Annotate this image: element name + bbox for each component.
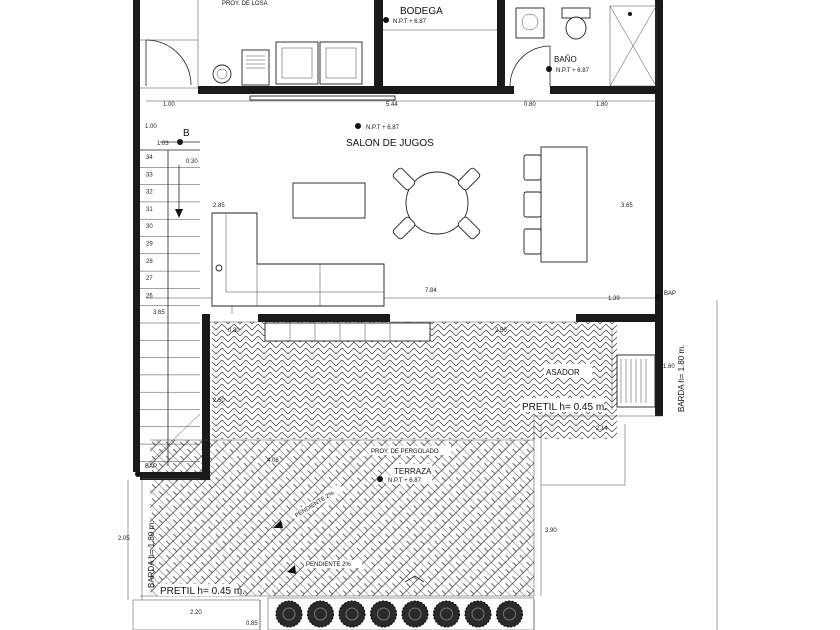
barda-left-label: BARDA h= 1.80 m. <box>147 520 156 588</box>
pretil-low-label: PRETIL h= 0.45 m. <box>160 586 245 597</box>
window <box>250 96 395 100</box>
shrub-icon <box>276 601 302 627</box>
laundry-area <box>146 1 362 86</box>
pendiente-diag-label: PENDIENTE 2% <box>294 490 336 520</box>
stair <box>140 128 200 479</box>
shrub-icon <box>402 601 428 627</box>
dim-top-2: 5.44 <box>386 102 398 108</box>
dim-top-1: 1.00 <box>163 102 175 108</box>
stair-step-number: 32 <box>146 189 153 196</box>
salon-label: SALON DE JUGOS <box>346 138 434 149</box>
salon-room <box>212 123 587 306</box>
dim-salon-w: 7.84 <box>425 288 437 294</box>
bap-left-label: BAP <box>145 464 158 470</box>
coffee-table <box>293 183 365 218</box>
bano-level: N.P.T + 6.87 <box>556 68 589 74</box>
stair-step-number: 31 <box>146 206 153 213</box>
pendiente-low-label: PENDIENTE 2% <box>306 562 351 568</box>
dim-band-1: 0.30 <box>228 328 240 334</box>
bodega-label: BODEGA <box>400 6 443 17</box>
pretil-asador-label: PRETIL h= 0.45 m. <box>522 402 607 413</box>
proy-losa-label: PROY. DE LOSA <box>222 1 268 7</box>
dim-bottom-w: 2.20 <box>190 610 202 616</box>
bar-counter <box>524 147 587 262</box>
shrub-icon <box>434 601 460 627</box>
dim-salon-h-left: 2.85 <box>213 203 225 209</box>
dim-salon-h-right: 3.65 <box>621 203 633 209</box>
arrow-down-icon <box>175 209 183 218</box>
dim-left-1: 1.00 <box>145 124 157 130</box>
terraza-label: TERRAZA <box>394 467 432 476</box>
dim-mid-left: 2.50 <box>213 398 225 404</box>
stair-step-number: 28 <box>146 258 153 265</box>
dim-left-outer: 2.05 <box>118 536 130 542</box>
section-mark-label: B <box>183 128 190 139</box>
dim-right-w: 1.39 <box>608 296 620 302</box>
shrub-icon <box>339 601 365 627</box>
dim-stair-len: 3.65 <box>153 310 165 316</box>
terraza-level: N.P.T + 6.87 <box>388 478 421 484</box>
shrub-icon <box>497 601 523 627</box>
dim-asador-h: 1.60 <box>663 364 675 370</box>
bodega-room <box>383 6 497 30</box>
dim-asador-w: 2.14 <box>596 426 608 432</box>
bap-marker-icon <box>135 471 141 477</box>
stair-step-number: 30 <box>146 224 153 231</box>
sofa <box>212 213 384 306</box>
dim-terraza-right: 3.90 <box>545 528 557 534</box>
dim-terraza-h: 4.08 <box>267 458 279 464</box>
dim-left-2: 1.03 <box>157 141 169 147</box>
stair-step-number: 29 <box>146 241 153 248</box>
stair-step-number: 26 <box>146 293 153 300</box>
bano-room <box>510 6 656 86</box>
dim-band-4: 2.50 <box>495 328 507 334</box>
shrub-icon <box>308 601 334 627</box>
stair-step-number: 33 <box>146 172 153 179</box>
proy-pergolado-label: PROY. DE PERGOLADO <box>371 449 439 455</box>
dim-top-4: 1.80 <box>596 102 608 108</box>
level-marker-icon <box>546 66 552 72</box>
round-table <box>392 167 481 240</box>
level-marker-icon <box>383 17 389 23</box>
bap-marker-icon <box>655 294 661 300</box>
salon-level: N.P.T + 6.87 <box>366 125 399 131</box>
dim-top-3: 0.80 <box>524 102 536 108</box>
level-marker-icon <box>355 123 361 129</box>
barda-right-label: BARDA h= 1.80 m. <box>677 344 686 412</box>
asador-label: ASADOR <box>546 368 580 377</box>
stair-step-number: 27 <box>146 276 153 283</box>
planter <box>268 598 534 630</box>
level-marker-icon <box>377 476 383 482</box>
bano-label: BAÑO <box>554 55 577 64</box>
dim-left-3: 0.30 <box>186 159 198 165</box>
bap-right-label: BAP <box>664 291 677 297</box>
bodega-level: N.P.T + 6.87 <box>393 19 426 25</box>
dim-bottom-h: 0.85 <box>246 621 258 627</box>
shrub-icon <box>465 601 491 627</box>
shrub-icon <box>371 601 397 627</box>
stair-step-number: 34 <box>146 155 153 161</box>
